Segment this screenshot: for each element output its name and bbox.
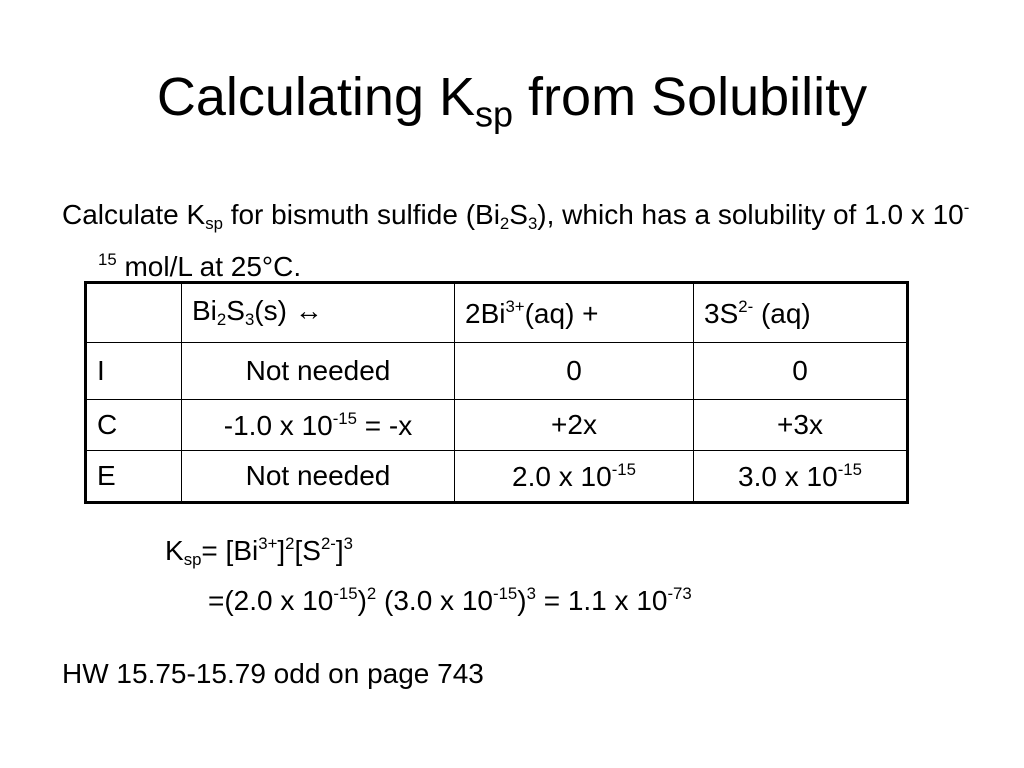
problem-subscript: 2 <box>499 213 510 233</box>
cell-exponent: -15 <box>332 408 357 428</box>
header-empty-cell <box>86 283 182 343</box>
cell-text: 3.0 x 10 <box>738 460 838 492</box>
header-s-cell <box>694 283 908 343</box>
ksp-calculation <box>208 576 692 619</box>
cell-charge: 3+ <box>505 296 525 316</box>
ice-table <box>84 281 909 504</box>
table-cell: 0 <box>455 343 694 400</box>
eq-charge: 3+ <box>258 534 278 553</box>
eq-exponent: -73 <box>667 584 692 603</box>
cell-text: (s) ↔ <box>254 295 323 327</box>
problem-text: mol/L at 25°C. <box>116 250 302 282</box>
header-reactant-cell <box>182 283 455 343</box>
cell-text: S <box>226 295 245 327</box>
cell-text: Bi <box>192 295 217 327</box>
ksp-expression <box>165 526 353 578</box>
problem-text: ), which has a solubility of 1.0 x 10 <box>537 198 964 230</box>
eq-text: ] <box>277 534 286 566</box>
eq-exponent: -15 <box>492 584 518 603</box>
cell-text: 2.0 x 10 <box>512 460 612 492</box>
slide-title <box>0 62 1024 150</box>
problem-text: for bismuth sulfide (Bi <box>222 198 500 230</box>
table-cell <box>455 451 694 503</box>
cell-subscript: 3 <box>244 310 255 330</box>
table-cell <box>694 451 908 503</box>
table-header-row <box>86 283 908 343</box>
row-label: C <box>86 400 182 451</box>
eq-subscript: sp <box>183 549 202 569</box>
eq-exponent: 2 <box>285 534 295 553</box>
header-bi-cell <box>455 283 694 343</box>
cell-text: 2Bi <box>465 297 506 329</box>
table-row-equilibrium <box>86 451 908 503</box>
problem-subscript: sp <box>205 213 223 233</box>
eq-text: ) <box>517 584 527 616</box>
problem-exponent: -15 <box>98 198 970 269</box>
problem-text: S <box>509 198 528 230</box>
eq-text: =(2.0 x 10 <box>208 584 334 616</box>
table-cell <box>182 400 455 451</box>
title-text-end: from Solubility <box>513 67 868 127</box>
eq-text: K <box>165 534 184 566</box>
table-cell: +3x <box>694 400 908 451</box>
title-text: Calculating K <box>156 67 476 127</box>
cell-charge: 2- <box>738 296 754 316</box>
table-row-initial <box>86 343 908 400</box>
problem-subscript: 3 <box>527 213 538 233</box>
table-cell: 0 <box>694 343 908 400</box>
table-cell: Not needed <box>182 451 455 503</box>
eq-charge: 2- <box>320 534 336 553</box>
cell-text: = -x <box>356 409 413 441</box>
problem-statement <box>62 190 978 285</box>
homework-note: HW 15.75-15.79 odd on page 743 <box>62 658 484 689</box>
cell-subscript: 2 <box>216 310 227 330</box>
cell-exponent: -15 <box>611 459 636 479</box>
cell-text: 3S <box>704 297 739 329</box>
eq-exponent: 2 <box>366 584 377 603</box>
eq-text: ] <box>335 534 344 566</box>
row-label: I <box>86 343 182 400</box>
cell-text: -1.0 x 10 <box>223 409 333 441</box>
eq-text: = [Bi <box>201 534 259 566</box>
eq-text: = 1.1 x 10 <box>535 584 668 616</box>
eq-exponent: 3 <box>526 584 536 603</box>
eq-exponent: 3 <box>343 534 354 553</box>
eq-text: (3.0 x 10 <box>376 584 493 616</box>
cell-text: (aq) <box>753 297 811 329</box>
eq-text: [S <box>294 534 321 566</box>
eq-exponent: -15 <box>333 584 358 603</box>
cell-text: (aq) + <box>524 297 599 329</box>
table-cell: +2x <box>455 400 694 451</box>
row-label: E <box>86 451 182 503</box>
table-cell: Not needed <box>182 343 455 400</box>
title-subscript: sp <box>475 93 514 135</box>
table-row-change <box>86 400 908 451</box>
eq-text: ) <box>357 584 367 616</box>
problem-text: Calculate K <box>62 198 206 230</box>
cell-exponent: -15 <box>837 459 862 479</box>
